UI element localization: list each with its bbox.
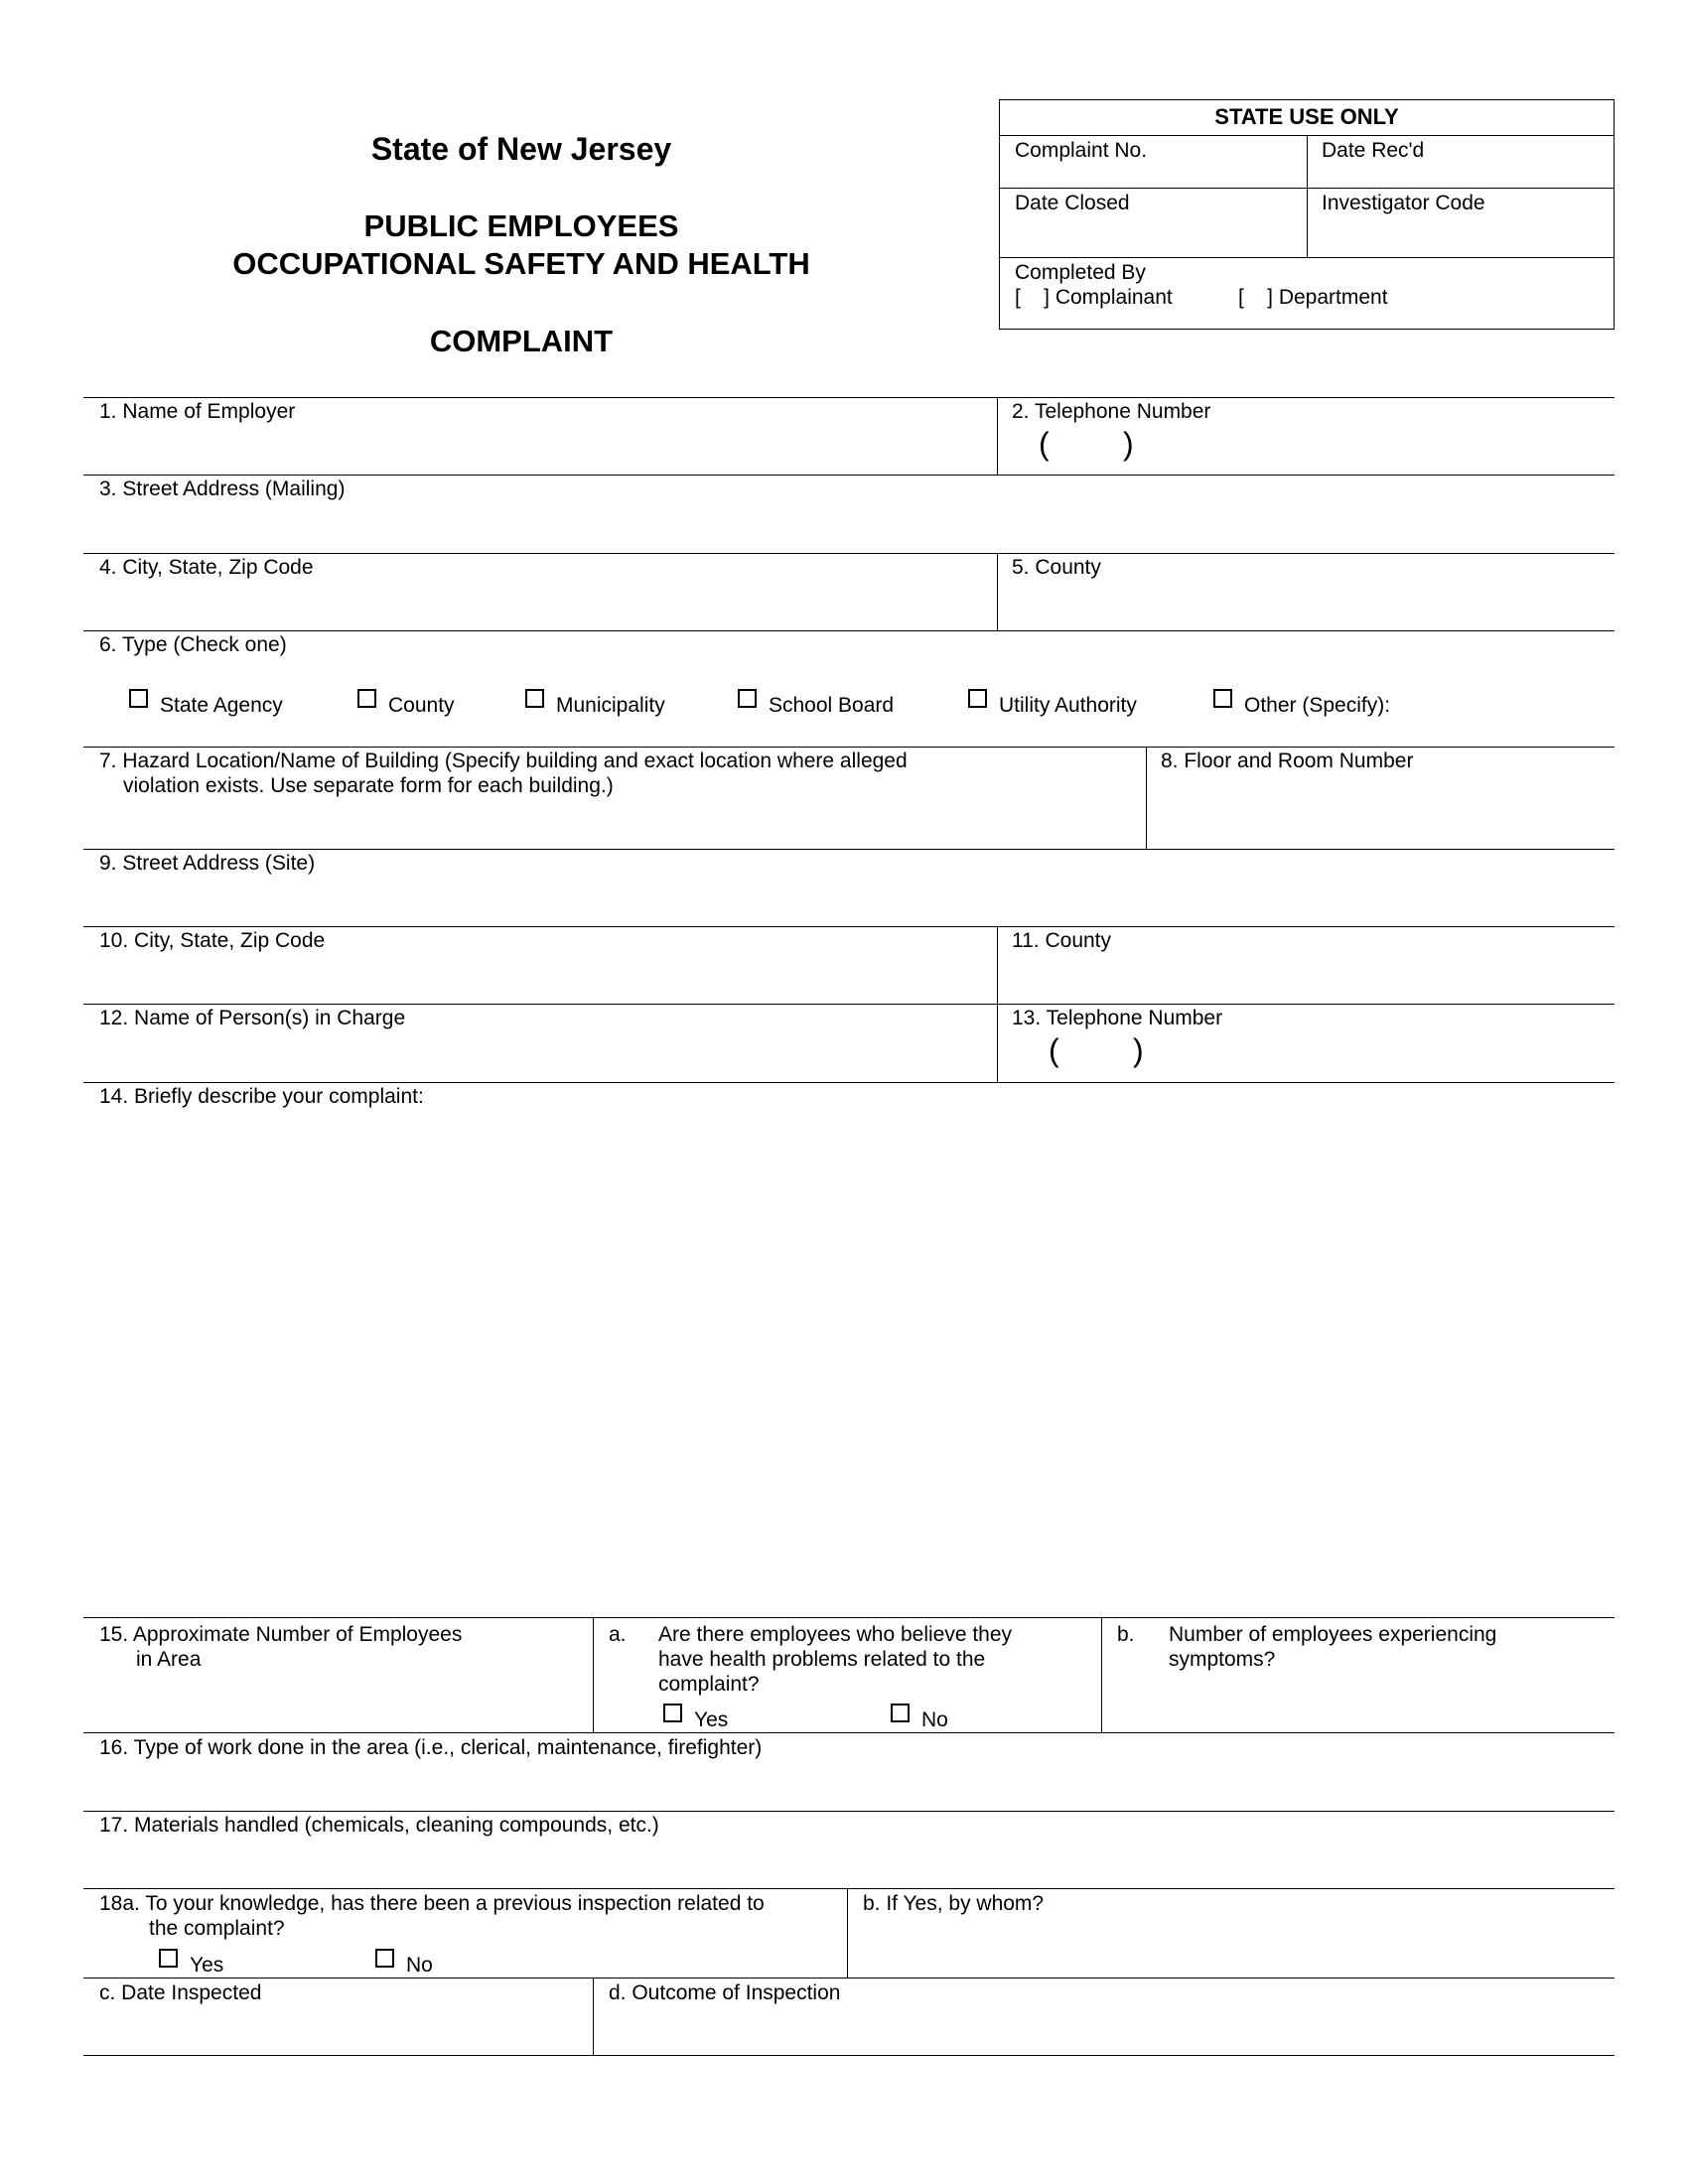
site-address-field[interactable]: 9. Street Address (Site): [99, 852, 316, 875]
previous-inspection-question-2: the complaint?: [149, 1917, 285, 1940]
floor-room-field[interactable]: 8. Floor and Room Number: [1161, 750, 1414, 772]
type-label-other: Other (Specify):: [1244, 694, 1391, 717]
form-title: COMPLAINT: [429, 324, 614, 358]
site-city-state-zip-field[interactable]: 10. City, State, Zip Code: [99, 929, 326, 952]
complaint-description-label: 14. Briefly describe your complaint:: [99, 1085, 424, 1108]
telephone-number-field[interactable]: 2. Telephone Number: [1012, 400, 1211, 423]
type-label-state-agency: State Agency: [160, 694, 283, 717]
type-label-utility-authority: Utility Authority: [999, 694, 1137, 717]
health-problems-no-checkbox[interactable]: [891, 1704, 910, 1722]
date-closed-field[interactable]: Date Closed: [1015, 192, 1130, 214]
date-recd-field[interactable]: Date Rec'd: [1322, 139, 1425, 162]
complaint-no-field[interactable]: Complaint No.: [1015, 139, 1148, 162]
employees-in-area-label-2: in Area: [136, 1648, 202, 1671]
employees-in-area-field[interactable]: 15. Approximate Number of Employees: [99, 1623, 463, 1646]
previous-inspection-yes-label: Yes: [190, 1954, 224, 1977]
department-option[interactable]: [ ] Department: [1238, 286, 1388, 309]
materials-handled-field[interactable]: 17. Materials handled (chemicals, cleaning compounds, etc.): [99, 1814, 659, 1837]
question-15b-letter: b.: [1117, 1623, 1135, 1646]
previous-inspection-no-checkbox[interactable]: [375, 1949, 394, 1968]
type-of-work-field[interactable]: 16. Type of work done in the area (i.e., clerical, maintenance, firefighter): [99, 1736, 763, 1759]
date-inspected-field[interactable]: c. Date Inspected: [99, 1981, 262, 2004]
question-15a-line-2: have health problems related to the: [658, 1648, 986, 1671]
symptoms-count-field[interactable]: Number of employees experiencing: [1169, 1623, 1497, 1646]
person-area-code-close-paren: ): [1133, 1032, 1144, 1068]
state-use-box: [999, 99, 1615, 330]
question-15a-line-3: complaint?: [658, 1673, 760, 1696]
complainant-option[interactable]: [ ] Complainant: [1015, 286, 1173, 309]
hazard-location-field[interactable]: 7. Hazard Location/Name of Building (Specify building and exact location where alleged: [99, 750, 908, 772]
program-line-2: OCCUPATIONAL SAFETY AND HEALTH: [232, 246, 810, 281]
health-problems-no-label: No: [921, 1708, 948, 1731]
state-use-heading: STATE USE ONLY: [1214, 104, 1399, 129]
investigator-code-field[interactable]: Investigator Code: [1322, 192, 1485, 214]
person-area-code-open-paren: (: [1049, 1032, 1059, 1068]
previous-inspection-yes-checkbox[interactable]: [159, 1949, 178, 1968]
type-label-county: County: [388, 694, 455, 717]
area-code-close-paren: ): [1123, 426, 1134, 462]
type-checkbox-state-agency[interactable]: [129, 689, 148, 708]
type-checkbox-municipality[interactable]: [525, 689, 544, 708]
state-name: State of New Jersey: [370, 131, 672, 167]
inspection-outcome-field[interactable]: d. Outcome of Inspection: [609, 1981, 841, 2004]
person-telephone-field[interactable]: 13. Telephone Number: [1012, 1007, 1223, 1029]
city-state-zip-field[interactable]: 4. City, State, Zip Code: [99, 556, 314, 579]
completed-by-label: Completed By: [1015, 261, 1146, 284]
person-in-charge-field[interactable]: 12. Name of Person(s) in Charge: [99, 1007, 406, 1029]
complaint-description-area[interactable]: [83, 1112, 1615, 1613]
type-checkbox-other[interactable]: [1213, 689, 1232, 708]
health-problems-yes-label: Yes: [694, 1708, 729, 1731]
previous-inspection-question: 18a. To your knowledge, has there been a previous inspection related to: [99, 1892, 765, 1915]
symptoms-count-label-2: symptoms?: [1169, 1648, 1276, 1671]
mailing-address-field[interactable]: 3. Street Address (Mailing): [99, 478, 346, 500]
type-checkbox-school-board[interactable]: [738, 689, 757, 708]
hazard-location-note: violation exists. Use separate form for each building.): [123, 774, 614, 797]
employer-name-field[interactable]: 1. Name of Employer: [99, 400, 296, 423]
program-line-1: PUBLIC EMPLOYEES: [363, 208, 679, 243]
type-label: 6. Type (Check one): [99, 633, 287, 656]
county-field[interactable]: 5. County: [1012, 556, 1101, 579]
area-code-open-paren: (: [1039, 426, 1050, 462]
previous-inspection-no-label: No: [406, 1954, 433, 1977]
type-label-school-board: School Board: [769, 694, 895, 717]
health-problems-yes-checkbox[interactable]: [663, 1704, 682, 1722]
type-label-municipality: Municipality: [556, 694, 665, 717]
question-15a-letter: a.: [609, 1623, 627, 1646]
type-checkbox-utility-authority[interactable]: [968, 689, 987, 708]
question-15a-line-1: Are there employees who believe they: [658, 1623, 1013, 1646]
inspected-by-field[interactable]: b. If Yes, by whom?: [863, 1892, 1045, 1915]
type-checkbox-county[interactable]: [357, 689, 376, 708]
site-county-field[interactable]: 11. County: [1012, 929, 1112, 952]
